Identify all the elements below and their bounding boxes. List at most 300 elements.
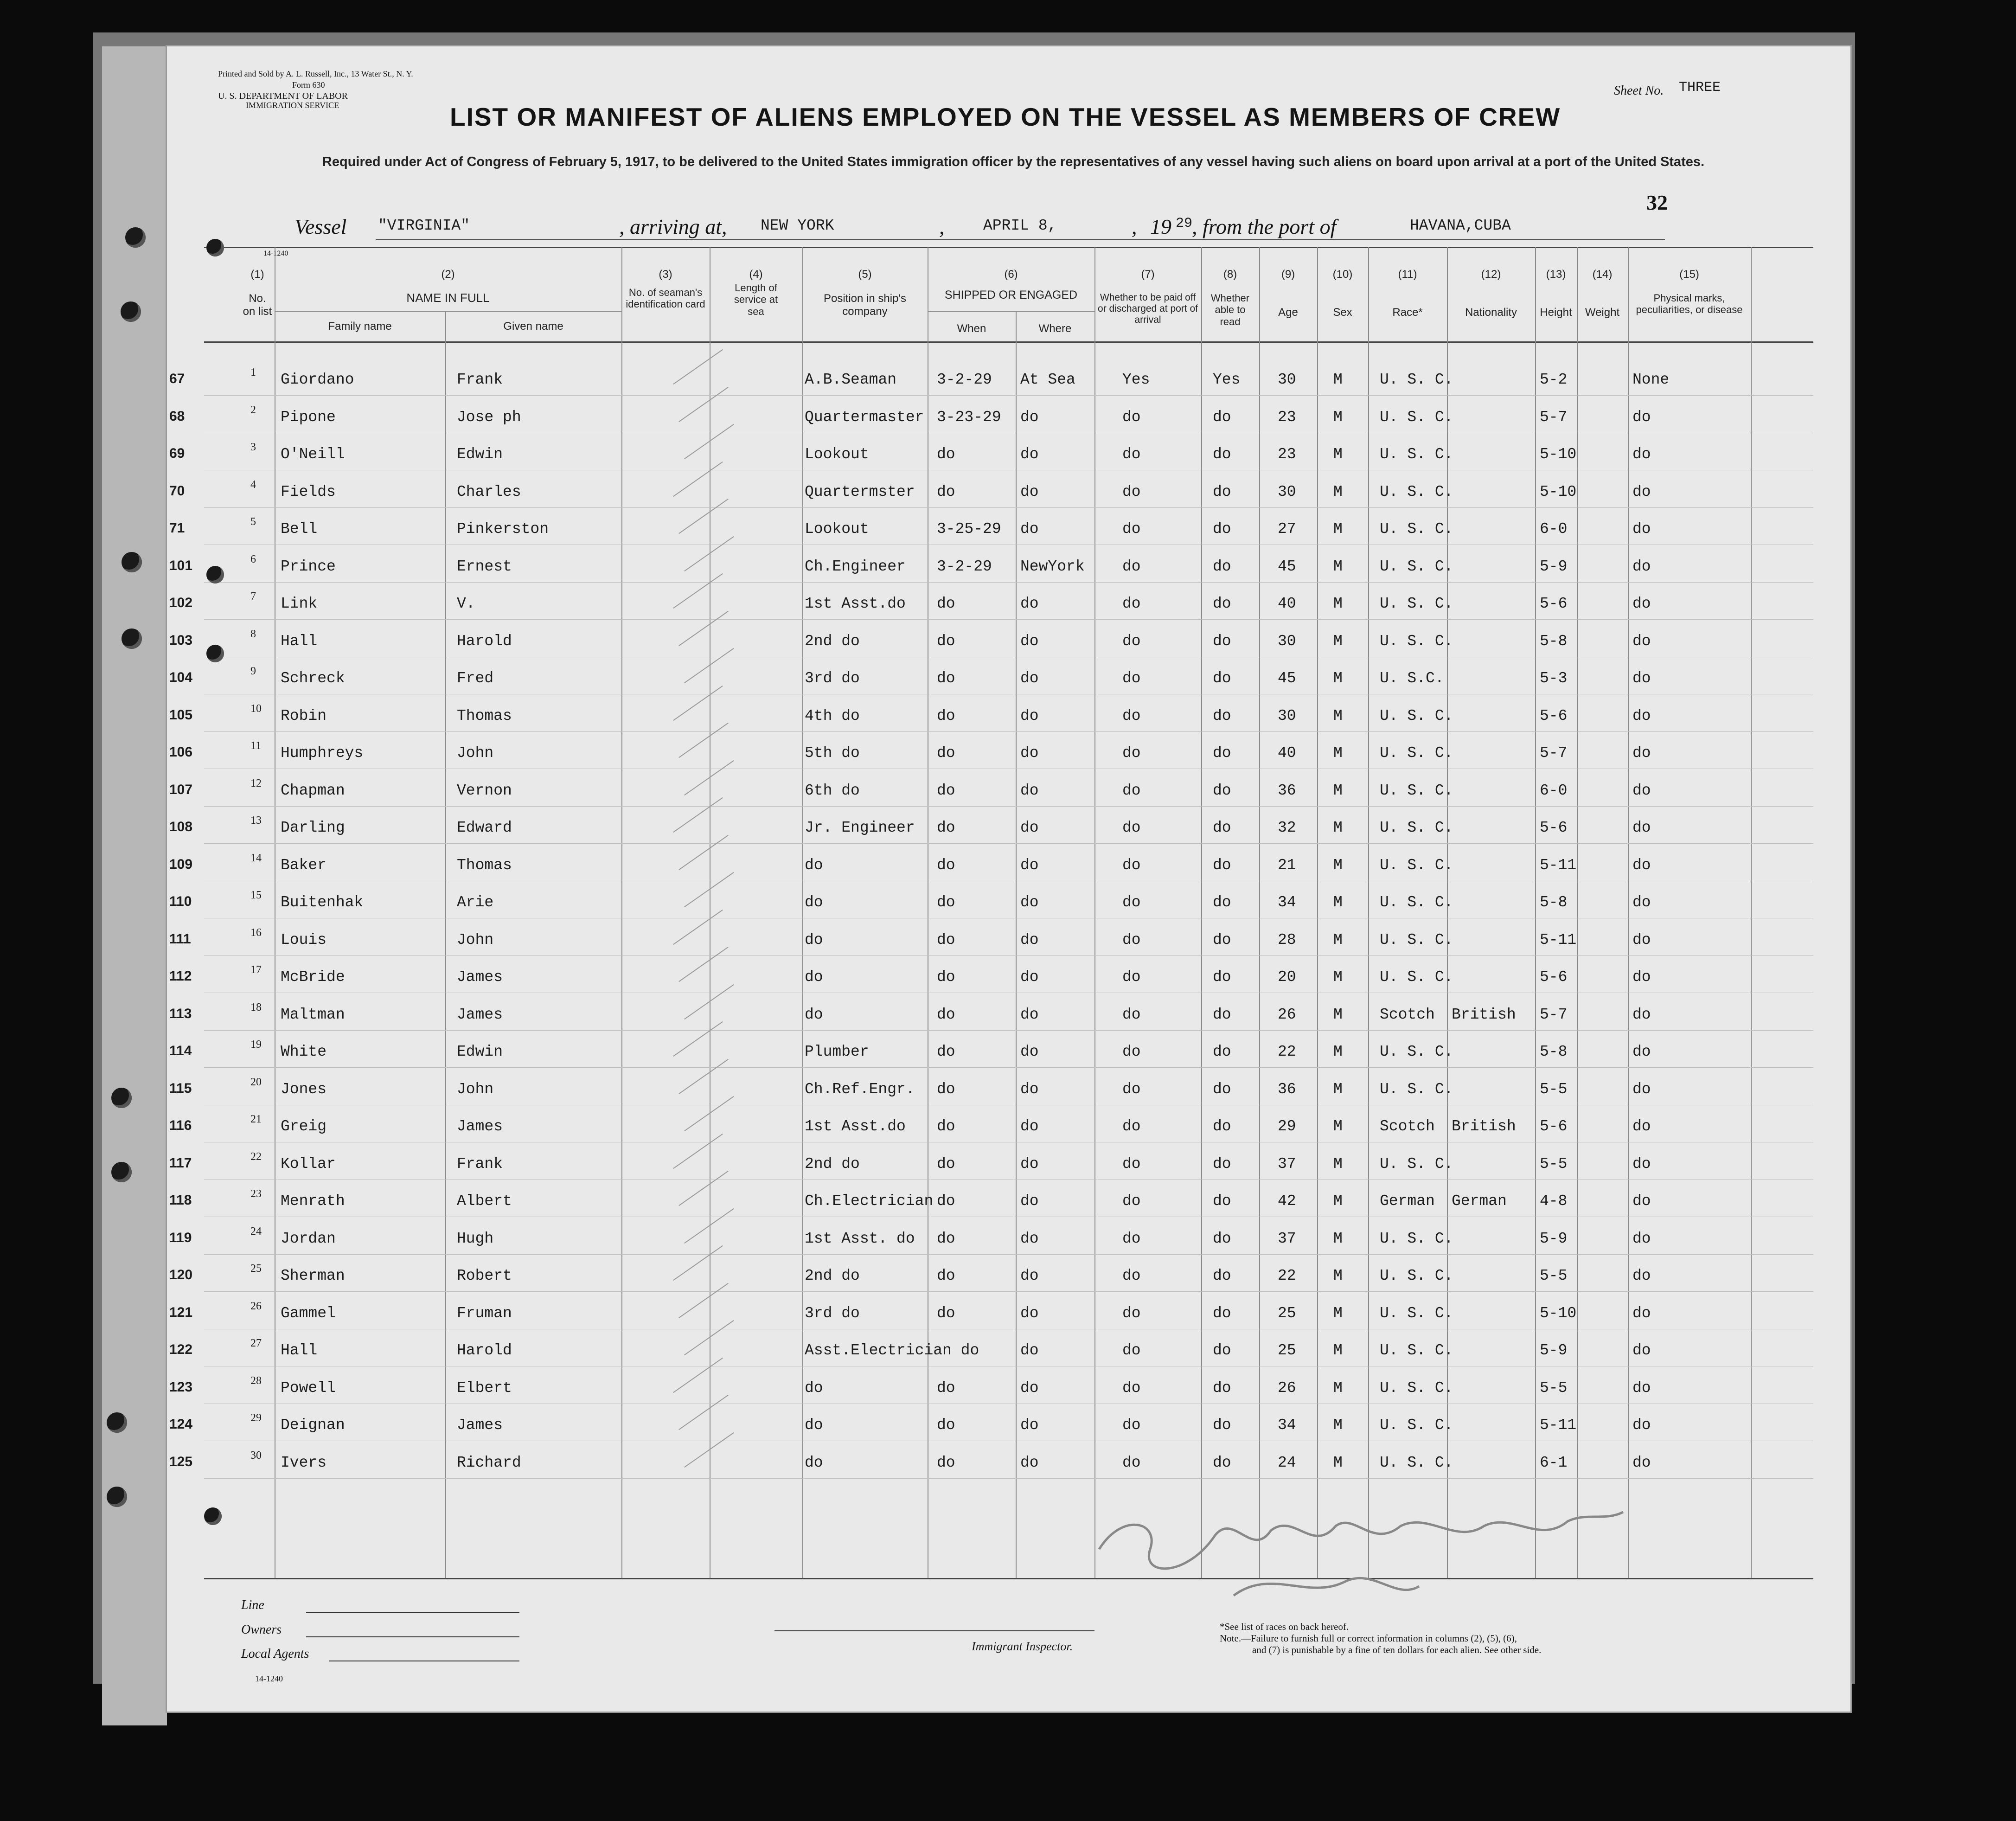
race: U. S. C. (1380, 968, 1453, 986)
sheet-label: Sheet No. (1614, 83, 1664, 98)
col-11-number: (11) (1398, 268, 1417, 281)
family-name: Robin (281, 707, 327, 725)
physical-marks: do (1632, 744, 1651, 762)
given-name: Fred (457, 670, 494, 687)
sex: M (1333, 1379, 1343, 1397)
given-name: Frank (457, 371, 503, 388)
able-to-read: do (1213, 1118, 1231, 1135)
row-rule (204, 1478, 1813, 1479)
engaged-where: do (1020, 1267, 1039, 1284)
paid-off: do (1122, 819, 1141, 836)
position: 2nd do (805, 632, 860, 650)
sex: M (1333, 894, 1343, 911)
engaged-where: do (1020, 856, 1039, 874)
race: U. S. C. (1380, 1304, 1453, 1322)
age: 23 (1278, 446, 1296, 463)
physical-marks: do (1632, 1304, 1651, 1322)
given-name: Vernon (457, 782, 512, 799)
physical-marks: do (1632, 1043, 1651, 1060)
engaged-where: do (1020, 408, 1039, 426)
sex: M (1333, 744, 1343, 762)
position: 1st Asst.do (805, 1118, 906, 1135)
sex: M (1333, 632, 1343, 650)
physical-marks: do (1632, 968, 1651, 986)
row-reference-number: 119 (169, 1230, 192, 1245)
row-reference-number: 106 (169, 744, 193, 760)
physical-marks: do (1632, 856, 1651, 874)
arriving-label: , arriving at, (619, 215, 727, 238)
able-to-read: do (1213, 595, 1231, 612)
sex: M (1333, 670, 1343, 687)
engaged-where: do (1020, 483, 1039, 500)
family-name: Hall (281, 632, 318, 650)
sex: M (1333, 371, 1343, 388)
sex: M (1333, 1006, 1343, 1023)
row-list-number: 14 (250, 852, 262, 864)
sheet-value: THREE (1679, 80, 1721, 96)
sex: M (1333, 856, 1343, 874)
given-name: Pinkerston (457, 520, 549, 538)
paid-off: do (1122, 1267, 1141, 1284)
family-name: Jordan (281, 1230, 336, 1247)
able-to-read: do (1213, 894, 1231, 911)
table-row (167, 1449, 1850, 1487)
family-name: Chapman (281, 782, 345, 799)
age: 34 (1278, 894, 1296, 911)
physical-marks: do (1632, 1379, 1651, 1397)
table-row (167, 366, 1850, 404)
paid-off: do (1122, 483, 1141, 500)
footer-form-code: 14-1240 (255, 1674, 283, 1683)
row-reference-number: 107 (169, 782, 193, 797)
table-row (167, 665, 1850, 702)
row-list-number: 13 (250, 814, 262, 827)
able-to-read: do (1213, 483, 1231, 500)
race: U. S. C. (1380, 632, 1453, 650)
age: 25 (1278, 1304, 1296, 1322)
footer-owners-label: Owners (241, 1622, 282, 1637)
physical-marks: do (1632, 446, 1651, 463)
binder-hole (111, 1162, 132, 1182)
age: 32 (1278, 819, 1296, 836)
given-name: V. (457, 595, 475, 612)
row-list-number: 30 (250, 1449, 262, 1462)
engaged-where: do (1020, 1155, 1039, 1173)
table-row (167, 478, 1850, 516)
engaged-when: do (937, 670, 955, 687)
family-name: Giordano (281, 371, 354, 388)
race: U. S. C. (1380, 595, 1453, 612)
page-number: 32 (1646, 191, 1668, 214)
position: 1st Asst.do (805, 595, 906, 612)
position: Quartermaster (805, 408, 924, 426)
position: do (805, 1379, 823, 1397)
race: U. S. C. (1380, 782, 1453, 799)
row-list-number: 23 (250, 1188, 262, 1200)
sex: M (1333, 782, 1343, 799)
engaged-when: do (937, 1267, 955, 1284)
race: U. S. C. (1380, 558, 1453, 575)
able-to-read: do (1213, 558, 1231, 575)
engaged-when: do (937, 819, 955, 836)
col-6-header: SHIPPED OR ENGAGED (944, 289, 1078, 301)
row-rule (204, 1291, 1813, 1292)
physical-marks: do (1632, 1454, 1651, 1471)
sex: M (1333, 968, 1343, 986)
position: 2nd do (805, 1155, 860, 1173)
sex: M (1333, 408, 1343, 426)
race: U. S. C. (1380, 819, 1453, 836)
physical-marks: do (1632, 1080, 1651, 1098)
engaged-where: do (1020, 1230, 1039, 1247)
row-reference-number: 110 (169, 894, 192, 909)
physical-marks: do (1632, 595, 1651, 612)
able-to-read: do (1213, 1342, 1231, 1359)
position: do (805, 856, 823, 874)
given-name: Albert (457, 1193, 512, 1210)
paid-off: do (1122, 782, 1141, 799)
row-list-number: 7 (250, 590, 256, 603)
able-to-read: do (1213, 1454, 1231, 1471)
physical-marks: do (1632, 670, 1651, 687)
race: U. S. C. (1380, 1267, 1453, 1284)
col-9-header: Age (1278, 306, 1298, 319)
row-rule (204, 1067, 1813, 1068)
col-8-header: Whether able to read (1210, 292, 1250, 327)
family-name: Bell (281, 520, 318, 538)
family-name: Humphreys (281, 744, 364, 762)
col-13-number: (13) (1546, 268, 1566, 281)
row-rule (204, 1030, 1813, 1031)
table-row (167, 1001, 1850, 1039)
able-to-read: do (1213, 670, 1231, 687)
able-to-read: do (1213, 968, 1231, 986)
able-to-read: do (1213, 1379, 1231, 1397)
row-list-number: 22 (250, 1150, 262, 1163)
height: 5-11 (1540, 1417, 1577, 1434)
row-rule (204, 1254, 1813, 1255)
row-reference-number: 114 (169, 1043, 192, 1058)
given-name: James (457, 1118, 503, 1135)
physical-marks: do (1632, 707, 1651, 725)
row-reference-number: 118 (169, 1193, 192, 1208)
position: Ch.Ref.Engr. (805, 1080, 915, 1098)
family-name: Greig (281, 1118, 327, 1135)
col-6-number: (6) (1004, 268, 1018, 281)
race: U. S. C. (1380, 894, 1453, 911)
col-6-where: Where (1038, 322, 1072, 335)
paid-off: do (1122, 1342, 1141, 1359)
position: 3rd do (805, 1304, 860, 1322)
race: U. S. C. (1380, 1342, 1453, 1359)
family-name: Ivers (281, 1454, 327, 1471)
age: 30 (1278, 707, 1296, 725)
row-rule (204, 731, 1813, 732)
race: U. S. C. (1380, 1379, 1453, 1397)
height: 5-6 (1540, 595, 1568, 612)
engaged-where: do (1020, 1118, 1039, 1135)
family-name: Kollar (281, 1155, 336, 1173)
age: 34 (1278, 1417, 1296, 1434)
row-list-number: 12 (250, 777, 262, 789)
paid-off: do (1122, 894, 1141, 911)
row-reference-number: 122 (169, 1342, 193, 1357)
engaged-when: 3-2-29 (937, 371, 992, 388)
table-row (167, 1188, 1850, 1225)
given-name: Thomas (457, 856, 512, 874)
height: 5-7 (1540, 744, 1568, 762)
physical-marks: do (1632, 1342, 1651, 1359)
vessel-value: "VIRGINIA" (378, 217, 470, 234)
col-10-number: (10) (1332, 268, 1353, 281)
engaged-where: do (1020, 1304, 1039, 1322)
sex: M (1333, 1080, 1343, 1098)
age: 29 (1278, 1118, 1296, 1135)
row-reference-number: 105 (169, 707, 193, 723)
engaged-when: do (937, 1118, 955, 1135)
engaged-where: do (1020, 1080, 1039, 1098)
row-list-number: 1 (250, 366, 256, 378)
col-12-number: (12) (1481, 268, 1501, 281)
race: U. S. C. (1380, 1230, 1453, 1247)
paid-off: do (1122, 1193, 1141, 1210)
row-reference-number: 120 (169, 1267, 193, 1282)
position: 1st Asst. do (805, 1230, 915, 1247)
col-14-header: Weight (1585, 306, 1620, 319)
family-name: Jones (281, 1080, 327, 1098)
height: 5-6 (1540, 1118, 1568, 1135)
row-reference-number: 68 (169, 408, 185, 424)
age: 40 (1278, 595, 1296, 612)
given-name: Harold (457, 632, 512, 650)
row-reference-number: 104 (169, 670, 193, 685)
row-list-number: 11 (250, 740, 262, 752)
age: 22 (1278, 1267, 1296, 1284)
engaged-where: NewYork (1020, 558, 1085, 575)
printer-line: Printed and Sold by A. L. Russell, Inc., 13 Water St., N. Y. (218, 69, 413, 78)
position: 3rd do (805, 670, 860, 687)
age: 24 (1278, 1454, 1296, 1471)
family-name: Pipone (281, 408, 336, 426)
given-name: Fruman (457, 1304, 512, 1322)
physical-marks: do (1632, 483, 1651, 500)
able-to-read: do (1213, 1006, 1231, 1023)
col-14-number: (14) (1592, 268, 1613, 281)
paid-off: Yes (1122, 371, 1150, 388)
row-reference-number: 123 (169, 1379, 193, 1395)
sex: M (1333, 1118, 1343, 1135)
position: 4th do (805, 707, 860, 725)
col-15-header: Physical marks, peculiarities, or disease (1636, 292, 1743, 316)
able-to-read: Yes (1213, 371, 1241, 388)
binder-hole (125, 227, 146, 248)
height: 6-0 (1540, 520, 1568, 538)
table-row (167, 590, 1850, 628)
physical-marks: do (1632, 1193, 1651, 1210)
sex: M (1333, 558, 1343, 575)
physical-marks: do (1632, 782, 1651, 799)
engaged-when: do (937, 1379, 955, 1397)
row-reference-number: 121 (169, 1304, 193, 1320)
given-name: Arie (457, 894, 494, 911)
family-name: Darling (281, 819, 345, 836)
age: 30 (1278, 632, 1296, 650)
age: 30 (1278, 371, 1296, 388)
col-7-header: Whether to be paid off or discharged at port of arrival (1098, 292, 1198, 326)
given-name: Jose ph (457, 408, 521, 426)
row-list-number: 4 (250, 478, 256, 491)
given-name: Edward (457, 819, 512, 836)
able-to-read: do (1213, 1080, 1231, 1098)
col-6-when: When (957, 322, 986, 335)
form-code: 14-1240 (263, 250, 288, 257)
row-reference-number: 112 (169, 968, 192, 984)
table-row (167, 889, 1850, 926)
position: Ch.Engineer (805, 558, 906, 575)
table-row (167, 1412, 1850, 1449)
binding-strip (102, 46, 167, 1725)
family-name: Baker (281, 856, 327, 874)
physical-marks: do (1632, 1155, 1651, 1173)
paid-off: do (1122, 856, 1141, 874)
position: A.B.Seaman (805, 371, 897, 388)
physical-marks: do (1632, 1230, 1651, 1247)
position: do (805, 1454, 823, 1471)
col-9-number: (9) (1281, 268, 1295, 281)
paid-off: do (1122, 558, 1141, 575)
height: 5-5 (1540, 1080, 1568, 1098)
row-list-number: 19 (250, 1039, 262, 1051)
able-to-read: do (1213, 1230, 1231, 1247)
age: 36 (1278, 782, 1296, 799)
position: Quartermster (805, 483, 915, 500)
family-name: Link (281, 595, 318, 612)
from-port-value: HAVANA,CUBA (1410, 217, 1511, 234)
engaged-when: do (937, 1454, 955, 1471)
family-name: Gammel (281, 1304, 336, 1322)
row-list-number: 21 (250, 1113, 262, 1125)
table-row (167, 1076, 1850, 1113)
table-row (167, 553, 1850, 590)
position: 2nd do (805, 1267, 860, 1284)
physical-marks: do (1632, 819, 1651, 836)
col-8-number: (8) (1223, 268, 1237, 281)
able-to-read: do (1213, 1417, 1231, 1434)
engaged-when: 3-25-29 (937, 520, 1001, 538)
tally-mark (673, 349, 723, 385)
row-reference-number: 125 (169, 1454, 193, 1469)
race: U. S. C. (1380, 707, 1453, 725)
given-name: Edwin (457, 1043, 503, 1060)
family-name: Fields (281, 483, 336, 500)
given-name: James (457, 1417, 503, 1434)
engaged-when: 3-2-29 (937, 558, 992, 575)
page-title: LIST OR MANIFEST OF ALIENS EMPLOYED ON THE VESSEL AS MEMBERS OF CREW (450, 103, 1561, 131)
year-value: 29 (1176, 216, 1193, 231)
position: do (805, 1417, 823, 1434)
engaged-when: do (937, 446, 955, 463)
sex: M (1333, 1304, 1343, 1322)
binder-hole (107, 1412, 127, 1433)
nationality: British (1452, 1118, 1516, 1135)
position: Ch.Electrician (805, 1193, 934, 1210)
height: 5-10 (1540, 1304, 1577, 1322)
given-name: Edwin (457, 446, 503, 463)
race: U. S. C. (1380, 1417, 1453, 1434)
given-name: Robert (457, 1267, 512, 1284)
engaged-when: do (937, 894, 955, 911)
row-rule (204, 582, 1813, 583)
paid-off: do (1122, 744, 1141, 762)
row-list-number: 24 (250, 1225, 262, 1238)
engaged-where: do (1020, 744, 1039, 762)
engaged-when: do (937, 856, 955, 874)
engaged-when: do (937, 1155, 955, 1173)
physical-marks: do (1632, 1118, 1651, 1135)
height: 5-5 (1540, 1155, 1568, 1173)
height: 5-3 (1540, 670, 1568, 687)
nationality: German (1452, 1193, 1507, 1210)
height: 5-6 (1540, 819, 1568, 836)
able-to-read: do (1213, 1155, 1231, 1173)
given-name: Elbert (457, 1379, 512, 1397)
row-list-number: 16 (250, 926, 262, 939)
race: Scotch (1380, 1118, 1435, 1135)
engaged-where: do (1020, 1006, 1039, 1023)
position: Lookout (805, 446, 869, 463)
col-12-header: Nationality (1465, 306, 1517, 319)
table-row (167, 1263, 1850, 1300)
height: 5-11 (1540, 931, 1577, 949)
col-11-header: Race* (1392, 306, 1423, 319)
given-name: Ernest (457, 558, 512, 575)
sex: M (1333, 520, 1343, 538)
table-row (167, 441, 1850, 478)
sex: M (1333, 483, 1343, 500)
race: U. S. C. (1380, 408, 1453, 426)
row-reference-number: 124 (169, 1417, 193, 1432)
height: 5-9 (1540, 1230, 1568, 1247)
footer-note-2: Note.—Failure to furnish full or correct information in columns (2), (5), (6), (1220, 1633, 1517, 1644)
engaged-where: do (1020, 1417, 1039, 1434)
engaged-when: do (937, 782, 955, 799)
able-to-read: do (1213, 1304, 1231, 1322)
physical-marks: do (1632, 931, 1651, 949)
engaged-where: do (1020, 520, 1039, 538)
row-reference-number: 102 (169, 595, 193, 610)
row-reference-number: 111 (169, 931, 191, 947)
engaged-when: do (937, 744, 955, 762)
row-list-number: 10 (250, 702, 262, 715)
engaged-where: do (1020, 632, 1039, 650)
row-list-number: 27 (250, 1337, 262, 1349)
engaged-when: 3-23-29 (937, 408, 1001, 426)
race: U. S. C. (1380, 744, 1453, 762)
col-3-number: (3) (659, 268, 672, 281)
given-name: Harold (457, 1342, 512, 1359)
able-to-read: do (1213, 632, 1231, 650)
col-3-header: No. of seaman's identification card (626, 287, 705, 310)
height: 5-10 (1540, 446, 1577, 463)
sex: M (1333, 931, 1343, 949)
race: U. S. C. (1380, 1454, 1453, 1471)
table-row (167, 628, 1850, 665)
col-2-number: (2) (441, 268, 455, 281)
family-name: Deignan (281, 1417, 345, 1434)
able-to-read: do (1213, 931, 1231, 949)
row-rule (204, 507, 1813, 508)
engaged-where: do (1020, 446, 1039, 463)
